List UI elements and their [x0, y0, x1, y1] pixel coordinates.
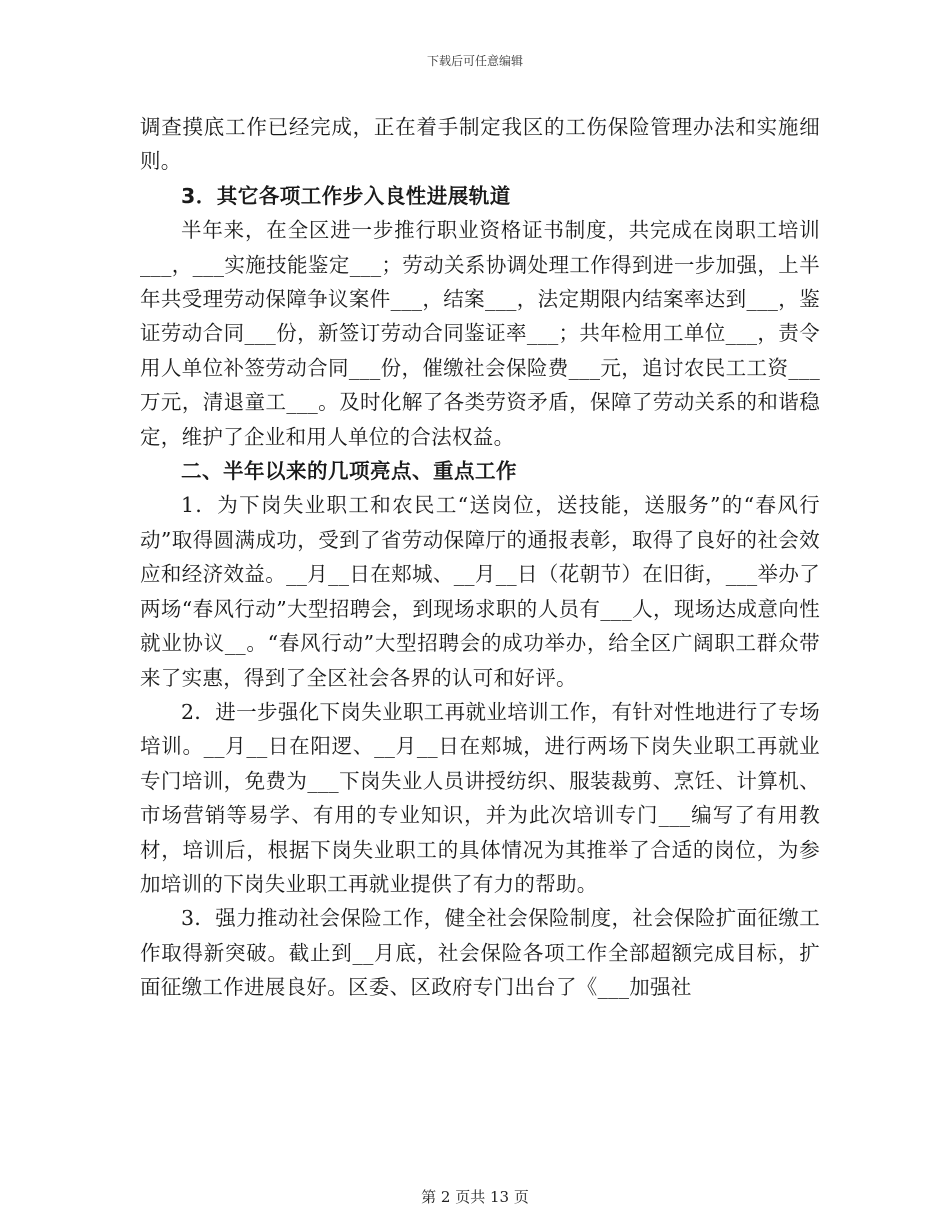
- section-heading-3: 3．其它各项工作步入良性进展轨道: [181, 183, 511, 208]
- document-body: [140, 110, 820, 1005]
- paragraph-half-year-work: 半年来，在全区进一步推行职业资格证书制度，共完成在岗职工培训___，___实施技能鉴定___；劳动关系协调处理工作得到进一步加强，上半年共受理劳动保障争议案件___，结案___，法定期限内结案率达到___，鉴证劳动合同___份，新签订劳动合同鉴证率___；共年检用工单位___，责令用人单位补签劳动合同___份，催缴社会保险费___元，追讨农民工工资___万元，清退童工___。及时化解了各类劳资矛盾，保障了劳动关系的和谐稳定，维护了企业和用人单位的合法权益。: [140, 218, 820, 449]
- paragraph-training: 2．进一步强化下岗失业职工再就业培训工作，有针对性地进行了专场培训。__月__日在阳逻、__月__日在郏城，进行两场下岗失业职工再就业专门培训，免费为___下岗失业人员讲授纺织、服装裁剪、烹饪、计算机、市场营销等易学、有用的专业知识，并为此次培训专门___编写了有用教材，培训后，根据下岗失业职工的具体情况为其推举了合适的岗位，为参加培训的下岗失业职工再就业提供了有力的帮助。: [140, 699, 820, 896]
- paragraph-social-insurance: 3．强力推动社会保险工作，健全社会保险制度，社会保险扩面征缴工作取得新突破。截止到__月底，社会保险各项工作全部超额完成目标，扩面征缴工作进展良好。区委、区政府专门出台了《___加强社: [140, 906, 820, 1000]
- paragraph-spring-action: 1．为下岗失业职工和农民工“送岗位，送技能，送服务”的“春风行动”取得圆满成功，受到了省劳动保障厅的通报表彰，取得了良好的社会效应和经济效益。__月__日在郏城、__月__日（花朝节）在旧街，___举办了两场“春风行动”大型招聘会，到现场求职的人员有___人，现场达成意向性就业协议__。“春风行动”大型招聘会的成功举办，给全区广阔职工群众带来了实惠，得到了全区社会各界的认可和好评。: [140, 493, 820, 690]
- paragraph-continuation: 调查摸底工作已经完成，正在着手制定我区的工伤保险管理办法和实施细则。: [140, 115, 820, 174]
- page-footer: 第 2 页共 13 页: [421, 1188, 529, 1206]
- section-heading-highlights: 二、半年以来的几项亮点、重点工作: [181, 459, 517, 484]
- page-header: 下载后可任意编辑: [426, 54, 523, 68]
